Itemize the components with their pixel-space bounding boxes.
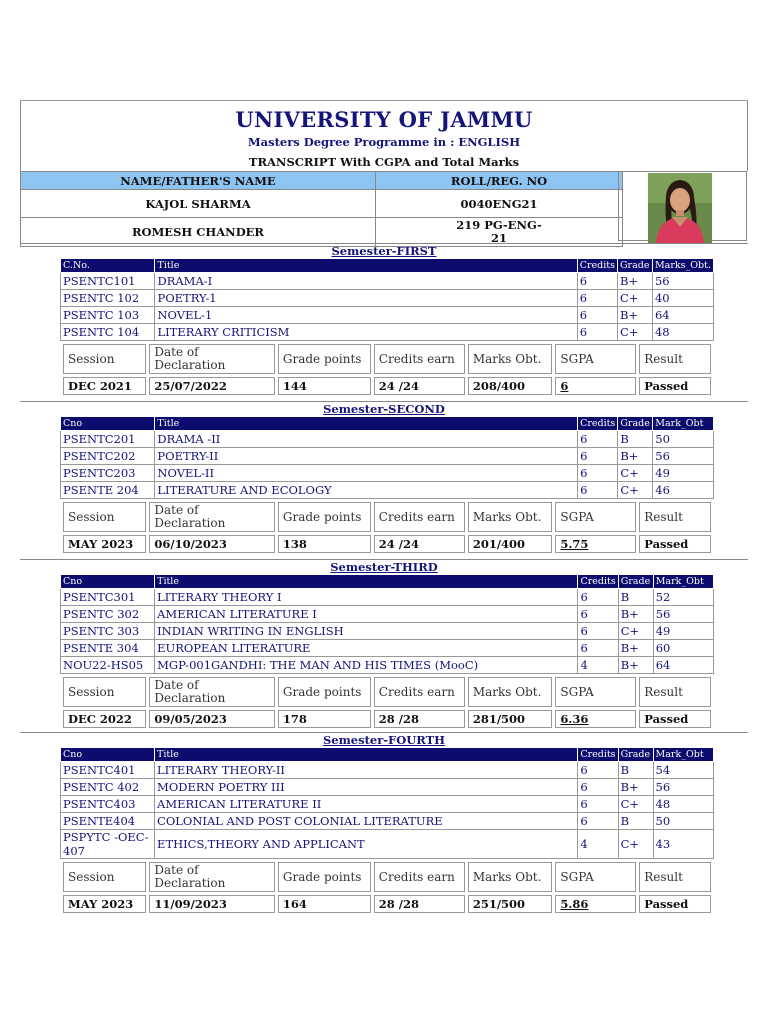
date-label: Date of Declaration <box>149 344 274 374</box>
column-header: Credits <box>577 259 617 273</box>
course-grade: C+ <box>618 830 653 859</box>
session-label: Session <box>63 502 146 532</box>
column-header: Title <box>155 575 578 589</box>
semester-title: Semester-SECOND <box>323 402 445 416</box>
course-code: PSENTC 102 <box>61 290 155 307</box>
column-header: Cno <box>61 417 155 431</box>
course-credits: 6 <box>578 465 618 482</box>
course-credits: 6 <box>578 796 618 813</box>
semester-section <box>20 401 748 556</box>
sgpa-label: SGPA <box>555 677 636 707</box>
sgpa-value: 5.75 <box>555 535 636 553</box>
course-code: PSENTC201 <box>61 431 155 448</box>
date-label: Date of Declaration <box>149 502 274 532</box>
semester-summary <box>60 859 714 916</box>
result-label: Result <box>639 862 711 892</box>
course-credits: 6 <box>578 482 618 499</box>
column-header: Grade <box>618 748 653 762</box>
course-grade: B+ <box>617 307 652 324</box>
course-credits: 6 <box>577 324 617 341</box>
name-header: NAME/FATHER'S NAME <box>21 172 376 190</box>
course-marks: 56 <box>652 273 713 290</box>
table-row <box>61 779 714 796</box>
transcript-document <box>20 101 748 245</box>
course-credits: 6 <box>577 273 617 290</box>
marks-label: Marks Obt. <box>468 344 553 374</box>
grade-points-value: 164 <box>278 895 371 913</box>
course-credits: 6 <box>578 762 618 779</box>
course-marks: 64 <box>652 307 713 324</box>
session-value: MAY 2023 <box>63 535 146 553</box>
result-value: Passed <box>639 895 711 913</box>
course-code: PSENTC 103 <box>61 307 155 324</box>
result-label: Result <box>639 502 711 532</box>
sgpa-label: SGPA <box>555 502 636 532</box>
course-marks: 56 <box>653 779 713 796</box>
course-grade: C+ <box>617 290 652 307</box>
table-row <box>61 307 714 324</box>
grade-points-label: Grade points <box>278 502 371 532</box>
table-row <box>61 589 714 606</box>
credits-earn-label: Credits earn <box>374 677 465 707</box>
summary-values-row <box>63 535 711 553</box>
session-label: Session <box>63 677 146 707</box>
summary-labels-row <box>63 344 711 374</box>
date-label: Date of Declaration <box>149 677 274 707</box>
course-credits: 6 <box>578 623 618 640</box>
semester-summary <box>60 499 714 556</box>
course-credits: 4 <box>578 830 618 859</box>
semester-section <box>20 559 748 731</box>
column-header: Mark_Obt <box>653 575 713 589</box>
table-row <box>61 273 714 290</box>
table-row <box>61 448 714 465</box>
course-title: COLONIAL AND POST COLONIAL LITERATURE <box>155 813 578 830</box>
courses-header-row <box>61 748 714 762</box>
course-code: NOU22-HS05 <box>61 657 155 674</box>
semester-title: Semester-FOURTH <box>322 733 446 747</box>
course-marks: 49 <box>653 623 713 640</box>
result-value: Passed <box>639 710 711 728</box>
course-marks: 54 <box>653 762 713 779</box>
column-header: Grade <box>617 259 652 273</box>
grade-points-label: Grade points <box>278 677 371 707</box>
summary-labels-row <box>63 502 711 532</box>
column-header: Grade <box>618 575 653 589</box>
credits-earn-label: Credits earn <box>374 502 465 532</box>
grade-points-label: Grade points <box>278 862 371 892</box>
declaration-date: 11/09/2023 <box>149 895 274 913</box>
courses-header-row <box>61 259 714 273</box>
courses-table <box>60 747 714 859</box>
table-row <box>61 762 714 779</box>
courses-header-row <box>61 575 714 589</box>
column-header: Credits <box>578 575 618 589</box>
credits-earn-label: Credits earn <box>374 344 465 374</box>
summary-values-row <box>63 710 711 728</box>
table-row <box>61 640 714 657</box>
course-credits: 6 <box>577 307 617 324</box>
course-marks: 49 <box>653 465 714 482</box>
column-header: Cno <box>61 748 155 762</box>
course-title: DRAMA -II <box>155 431 578 448</box>
course-code: PSENTE404 <box>61 813 155 830</box>
course-code: PSENTC203 <box>61 465 155 482</box>
semester-summary <box>60 674 714 731</box>
column-header: Credits <box>578 748 618 762</box>
result-label: Result <box>639 344 711 374</box>
course-title: NOVEL-II <box>155 465 578 482</box>
course-marks: 40 <box>652 290 713 307</box>
column-header: C.No. <box>61 259 155 273</box>
course-marks: 52 <box>653 589 713 606</box>
column-header: Cno <box>61 575 155 589</box>
course-marks: 50 <box>653 813 713 830</box>
table-row <box>61 465 714 482</box>
course-credits: 6 <box>578 431 618 448</box>
course-title: MGP-001GANDHI: THE MAN AND HIS TIMES (MooC) <box>155 657 578 674</box>
courses-table <box>60 258 714 341</box>
student-name: KAJOL SHARMA <box>21 190 376 218</box>
summary-values-row <box>63 895 711 913</box>
column-header: Marks_Obt. <box>652 259 713 273</box>
course-credits: 6 <box>578 448 618 465</box>
course-grade: C+ <box>617 324 652 341</box>
course-code: PSENTC401 <box>61 762 155 779</box>
course-grade: B+ <box>618 657 653 674</box>
result-label: Result <box>639 677 711 707</box>
roll-header: ROLL/REG. NO <box>376 172 623 190</box>
course-credits: 4 <box>578 657 618 674</box>
course-marks: 46 <box>653 482 714 499</box>
course-credits: 6 <box>578 589 618 606</box>
course-grade: C+ <box>618 482 653 499</box>
course-code: PSENTC 104 <box>61 324 155 341</box>
sgpa-label: SGPA <box>555 862 636 892</box>
course-code: PSENTC101 <box>61 273 155 290</box>
reg-text: 219 PG-ENG-21 <box>456 218 542 245</box>
course-code: PSPYTC -OEC-407 <box>61 830 155 859</box>
university-name: UNIVERSITY OF JAMMU <box>235 107 533 132</box>
course-title: ETHICS,THEORY AND APPLICANT <box>155 830 578 859</box>
table-row <box>61 324 714 341</box>
roll-number: 0040ENG21 <box>376 190 623 218</box>
semester-summary <box>60 341 714 398</box>
credits-value: 28 /28 <box>374 895 465 913</box>
course-code: PSENTC403 <box>61 796 155 813</box>
course-marks: 48 <box>653 796 713 813</box>
semester-title: Semester-THIRD <box>330 560 438 574</box>
summary-labels-row <box>63 677 711 707</box>
grade-points-value: 144 <box>278 377 371 395</box>
course-title: AMERICAN LITERATURE I <box>155 606 578 623</box>
course-title: MODERN POETRY III <box>155 779 578 796</box>
session-value: MAY 2023 <box>63 895 146 913</box>
column-header: Mark_Obt <box>653 417 714 431</box>
column-header: Mark_Obt <box>653 748 713 762</box>
semester-title: Semester-FIRST <box>331 244 437 258</box>
course-grade: B <box>618 762 653 779</box>
grade-points-label: Grade points <box>278 344 371 374</box>
course-grade: B <box>618 813 653 830</box>
table-row <box>61 290 714 307</box>
course-credits: 6 <box>578 779 618 796</box>
sgpa-value: 6.36 <box>555 710 636 728</box>
course-grade: C+ <box>618 623 653 640</box>
marks-value: 281/500 <box>468 710 553 728</box>
sgpa-value: 6 <box>555 377 636 395</box>
course-marks: 56 <box>653 448 714 465</box>
student-photo <box>648 173 712 243</box>
declaration-date: 06/10/2023 <box>149 535 274 553</box>
course-marks: 56 <box>653 606 713 623</box>
course-code: PSENTE 204 <box>61 482 155 499</box>
course-title: EUROPEAN LITERATURE <box>155 640 578 657</box>
transcript-header <box>20 101 748 171</box>
marks-label: Marks Obt. <box>468 502 553 532</box>
sgpa-label: SGPA <box>555 344 636 374</box>
declaration-date: 09/05/2023 <box>149 710 274 728</box>
course-title: LITERATURE AND ECOLOGY <box>155 482 578 499</box>
marks-value: 201/400 <box>468 535 553 553</box>
course-title: AMERICAN LITERATURE II <box>155 796 578 813</box>
transcript-title: TRANSCRIPT With CGPA and Total Marks <box>248 155 520 169</box>
session-label: Session <box>63 862 146 892</box>
course-grade: B <box>618 589 653 606</box>
session-value: DEC 2022 <box>63 710 146 728</box>
table-row <box>61 830 714 859</box>
course-credits: 6 <box>578 813 618 830</box>
courses-header-row <box>61 417 714 431</box>
result-value: Passed <box>639 377 711 395</box>
semester-section <box>20 732 748 916</box>
marks-label: Marks Obt. <box>468 677 553 707</box>
course-credits: 6 <box>577 290 617 307</box>
course-marks: 64 <box>653 657 713 674</box>
table-row <box>61 606 714 623</box>
grade-points-value: 178 <box>278 710 371 728</box>
course-grade: B+ <box>618 606 653 623</box>
column-header: Credits <box>578 417 618 431</box>
courses-table <box>60 416 714 499</box>
father-name: ROMESH CHANDER <box>21 218 376 247</box>
column-header: Title <box>155 417 578 431</box>
sgpa-value: 5.86 <box>555 895 636 913</box>
course-code: PSENTC 302 <box>61 606 155 623</box>
column-header: Grade <box>618 417 653 431</box>
course-grade: B+ <box>618 448 653 465</box>
credits-earn-label: Credits earn <box>374 862 465 892</box>
course-code: PSENTC301 <box>61 589 155 606</box>
student-info <box>20 171 748 245</box>
course-code: PSENTE 304 <box>61 640 155 657</box>
course-grade: C+ <box>618 465 653 482</box>
session-value: DEC 2021 <box>63 377 146 395</box>
result-value: Passed <box>639 535 711 553</box>
programme-line: Masters Degree Programme in : ENGLISH <box>247 135 521 149</box>
course-title: INDIAN WRITING IN ENGLISH <box>155 623 578 640</box>
course-grade: B+ <box>618 779 653 796</box>
course-title: NOVEL-1 <box>155 307 577 324</box>
course-title: POETRY-1 <box>155 290 577 307</box>
course-credits: 6 <box>578 606 618 623</box>
course-marks: 43 <box>653 830 713 859</box>
course-grade: C+ <box>618 796 653 813</box>
credits-value: 28 /28 <box>374 710 465 728</box>
course-credits: 6 <box>578 640 618 657</box>
course-grade: B+ <box>617 273 652 290</box>
session-label: Session <box>63 344 146 374</box>
course-title: LITERARY CRITICISM <box>155 324 577 341</box>
marks-value: 208/400 <box>468 377 553 395</box>
course-code: PSENTC 402 <box>61 779 155 796</box>
declaration-date: 25/07/2022 <box>149 377 274 395</box>
table-row <box>61 813 714 830</box>
courses-table <box>60 574 714 674</box>
table-row <box>61 623 714 640</box>
course-code: PSENTC 303 <box>61 623 155 640</box>
course-title: POETRY-II <box>155 448 578 465</box>
table-row <box>61 796 714 813</box>
course-marks: 60 <box>653 640 713 657</box>
date-label: Date of Declaration <box>149 862 274 892</box>
semester-section <box>20 243 748 398</box>
course-title: LITERARY THEORY I <box>155 589 578 606</box>
grade-points-value: 138 <box>278 535 371 553</box>
marks-value: 251/500 <box>468 895 553 913</box>
table-row <box>61 657 714 674</box>
course-grade: B <box>618 431 653 448</box>
photo-cell <box>618 171 747 241</box>
table-row <box>61 482 714 499</box>
credits-value: 24 /24 <box>374 377 465 395</box>
column-header: Title <box>155 259 577 273</box>
course-grade: B+ <box>618 640 653 657</box>
table-row <box>61 431 714 448</box>
course-title: LITERARY THEORY-II <box>155 762 578 779</box>
column-header: Title <box>155 748 578 762</box>
course-marks: 48 <box>652 324 713 341</box>
course-code: PSENTC202 <box>61 448 155 465</box>
credits-value: 24 /24 <box>374 535 465 553</box>
course-title: DRAMA-I <box>155 273 577 290</box>
course-marks: 50 <box>653 431 714 448</box>
marks-label: Marks Obt. <box>468 862 553 892</box>
summary-labels-row <box>63 862 711 892</box>
summary-values-row <box>63 377 711 395</box>
